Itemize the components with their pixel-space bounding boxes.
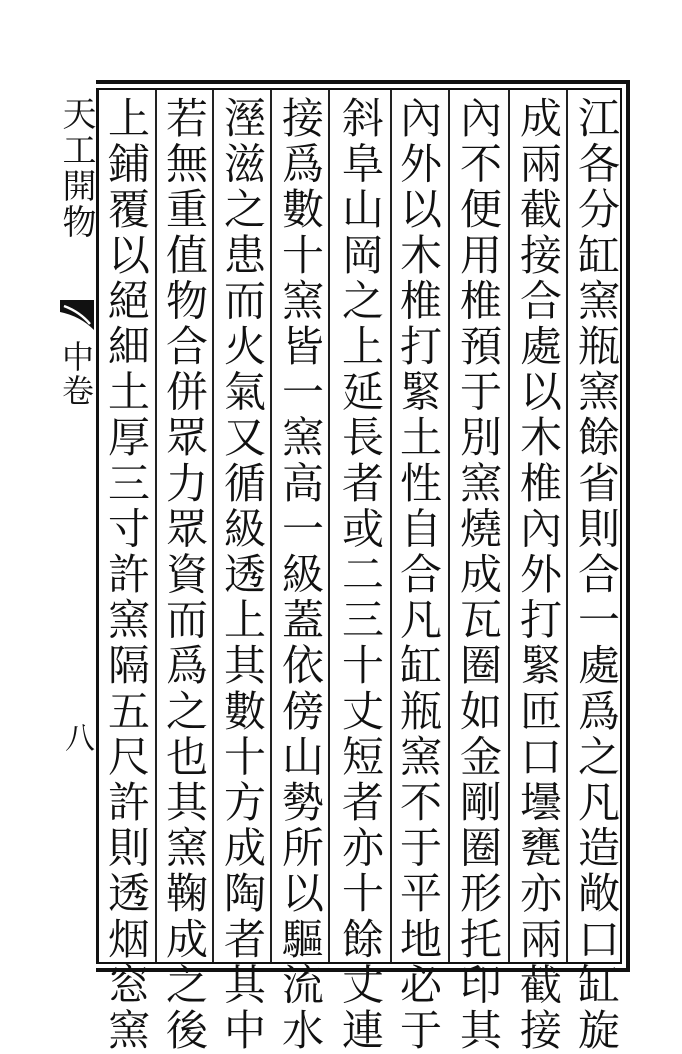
page-number: 八 (59, 722, 94, 752)
column-rule (448, 90, 450, 962)
column-rule (155, 90, 157, 962)
column-rule (212, 90, 214, 962)
inner-border-top (96, 88, 622, 90)
fish-tail-mark-icon (58, 296, 96, 332)
text-column: 成兩截接合處以木椎內外打緊匝口壜甕亦兩截接 (514, 96, 563, 1054)
text-column: 江各分缸窯瓶窯餘省則合一處爲之凡造敞口缸旋 (572, 96, 621, 1054)
text-column: 內外以木椎打緊土性自合凡缸瓶窯不于平地必于 (394, 96, 443, 1054)
column-rule (390, 90, 392, 962)
banxin-rule (96, 88, 99, 964)
text-column: 上鋪覆以絕細土厚三寸許窯隔五尺許則透烟窓窯 (102, 96, 151, 1054)
column-rule (328, 90, 330, 962)
text-column: 斜阜山岡之上延長者或二三十丈短者亦十餘丈連 (336, 96, 385, 1054)
text-column: 接爲數十窯皆一窯高一級蓋依傍山勢所以驅流水 (276, 96, 325, 1054)
text-column: 若無重值物合併眾力眾資而爲之也其窯鞠成之後 (160, 96, 209, 1054)
column-rule (566, 90, 568, 962)
book-title: 天工開物 (56, 96, 96, 240)
text-column: 溼滋之患而火氣又循級透上其數十方成陶者其中 (218, 96, 267, 1054)
volume-label: 中卷 (57, 340, 95, 408)
column-rule (508, 90, 510, 962)
column-rule (270, 90, 272, 962)
text-column: 內不便用椎預于別窯燒成瓦圈如金剛圈形托印其 (454, 96, 503, 1054)
